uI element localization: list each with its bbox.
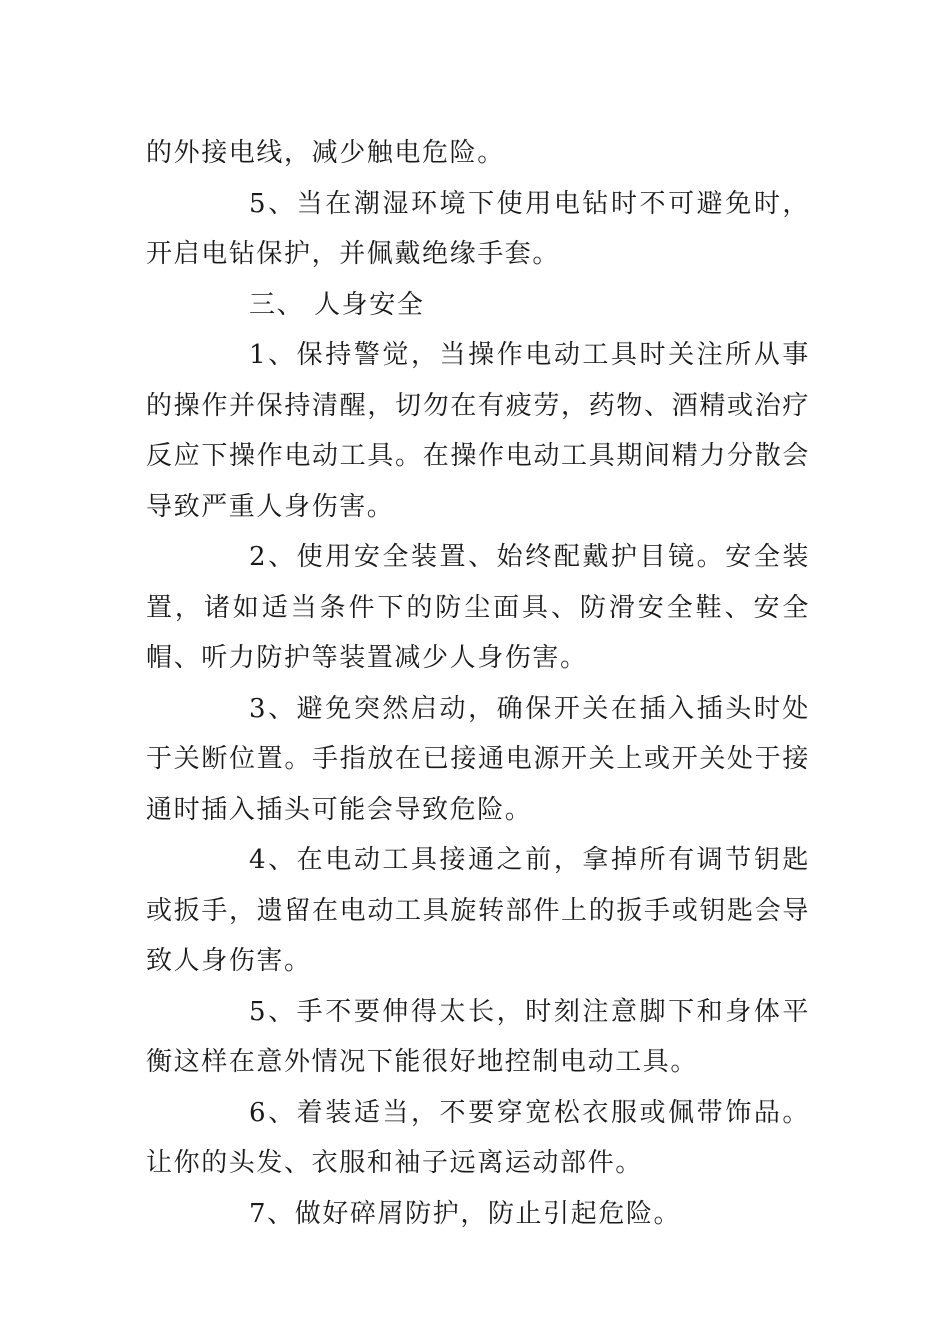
paragraph-item-7: 7、做好碎屑防护，防止引起危险。 [249, 1198, 682, 1229]
paragraph-item-2: 2、使用安全装置、始终配戴护目镜。安全装置，诸如适当条件下的防尘面具、防滑安全鞋、安全帽、听力防护等装置减少人身伤害。 [146, 542, 810, 673]
paragraph-wet-environment: 5、当在潮湿环境下使用电钻时不可避免时，开启电钻保护，并佩戴绝缘手套。 [146, 188, 810, 269]
document-body [146, 128, 810, 1239]
paragraph-item-5: 5、手不要伸得太长，时刻注意脚下和身体平衡这样在意外情况下能很好地控制电动工具。 [146, 996, 810, 1077]
paragraph-item-3: 3、避免突然启动，确保开关在插入插头时处于关断位置。手指放在已接通电源开关上或开关处于接通时插入插头可能会导致危险。 [146, 693, 810, 825]
paragraph-item-6: 6、着装适当，不要穿宽松衣服或佩带饰品。让你的头发、衣服和袖子远离运动部件。 [146, 1097, 810, 1178]
paragraph-item-4: 4、在电动工具接通之前，拿掉所有调节钥匙或扳手，遗留在电动工具旋转部件上的扳手或钥匙会导致人身伤害。 [146, 845, 810, 976]
paragraph-item-1: 1、保持警觉，当操作电动工具时关注所从事的操作并保持清醒，切勿在有疲劳，药物、酒精或治疗反应下操作电动工具。在操作电动工具期间精力分散会导致严重人身伤害。 [146, 340, 810, 522]
section-heading-personal-safety: 三、 人身安全 [249, 289, 425, 320]
paragraph-continuation: 的外接电线，减少触电危险。 [146, 138, 505, 168]
